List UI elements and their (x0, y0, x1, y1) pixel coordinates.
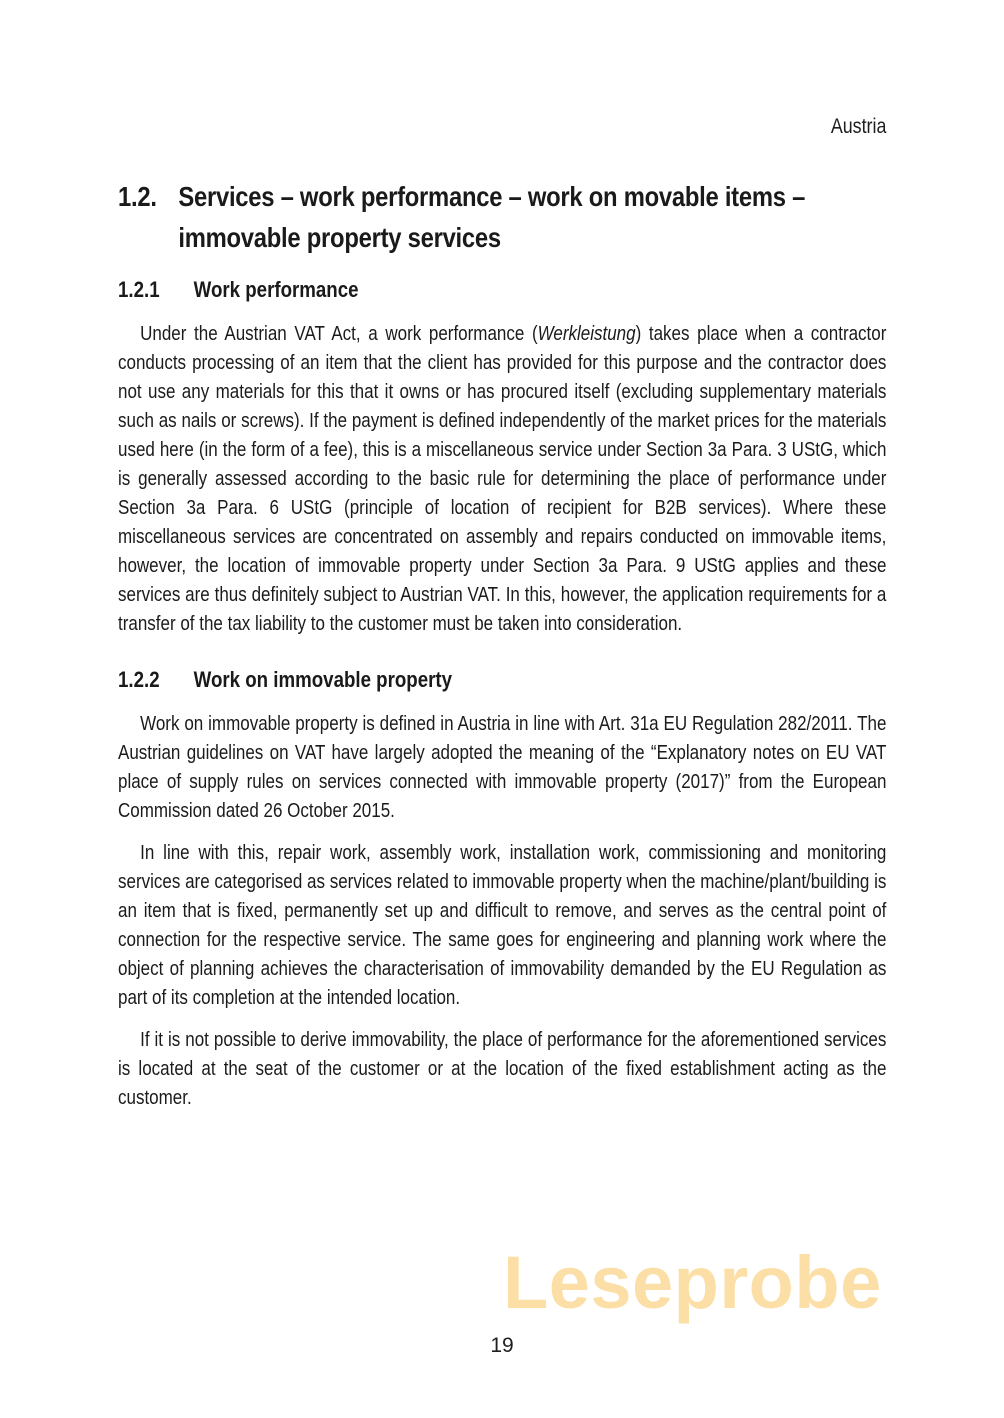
subsection-heading-1-2-1 (118, 275, 886, 305)
paragraph-work-performance (118, 320, 886, 639)
italic-term-werkleistung: Werkleistung (537, 323, 636, 345)
paragraph-text-before-italic: Under the Austrian VAT Act, a work performance ( (140, 323, 538, 345)
watermark-leseprobe: Leseprobe (503, 1241, 882, 1324)
paragraph-immovable-fallback: If it is not possible to derive immovability, the place of performance for the aforementioned services is located at the seat of the customer or at the location of the fixed establishment acting as the customer. (118, 1029, 887, 1109)
page-number: 19 (490, 1334, 514, 1357)
subsection-heading-1-2-1-number: 1.2.1 (118, 277, 160, 302)
section-heading-1-2-number: 1.2. (118, 181, 157, 212)
subsection-heading-1-2-2-title: Work on immovable property (193, 667, 453, 692)
section-heading-1-2-title: Services – work performance – work on movable items – immovable property services (178, 181, 806, 253)
subsection-heading-1-2-1-title: Work performance (193, 277, 359, 302)
paragraph-immovable-categories: In line with this, repair work, assembly work, installation work, commissioning and monitoring services are categorised as services related to immovable property when the machine/plant/building is an item that is fixed, permanently set up and difficult to remove, and serves as the central point of connection for the respective service. The same goes for engineering and planning work where the object of planning achieves the characterisation of immovability demanded by the EU Regulation as part of its completion at the intended location. (118, 842, 887, 1009)
subsection-heading-1-2-2-number: 1.2.2 (118, 667, 160, 692)
paragraph-text-after-italic: ) takes place when a contractor conducts processing of an item that the client has provided for this purpose and the contractor does not use any materials for this that it owns or has procured itself (excluding supplementary materials such as nails or screws). If the payment is defined independently of the market prices for the materials used here (in the form of a fee), this is a miscellaneous service under Section 3a Para. 3 UStG, which is generally assessed according to the basic rule for determining the place of performance under Section 3a Para. 6 UStG (principle of location of recipient for B2B services). Where these miscellaneous services are concentrated on assembly and repairs conducted on immovable items, however, the location of immovable property under Section 3a Para. 9 UStG applies and these services are thus definitely subject to Austrian VAT. In this, however, the application requirements for a transfer of the tax liability to the customer must be taken into consideration. (118, 323, 887, 635)
paragraph-immovable-definition: Work on immovable property is defined in Austria in line with Art. 31a EU Regulation 282/2011. The Austrian guidelines on VAT have largely adopted the meaning of the “Explanatory notes on EU VAT place of supply rules on services connected with immovable property (2017)” from the European Commission dated 26 October 2015. (118, 713, 887, 822)
content-column (118, 0, 886, 1113)
subsection-heading-1-2-2 (118, 665, 886, 695)
running-header-country: Austria (830, 115, 887, 138)
section-heading-1-2 (118, 176, 886, 258)
